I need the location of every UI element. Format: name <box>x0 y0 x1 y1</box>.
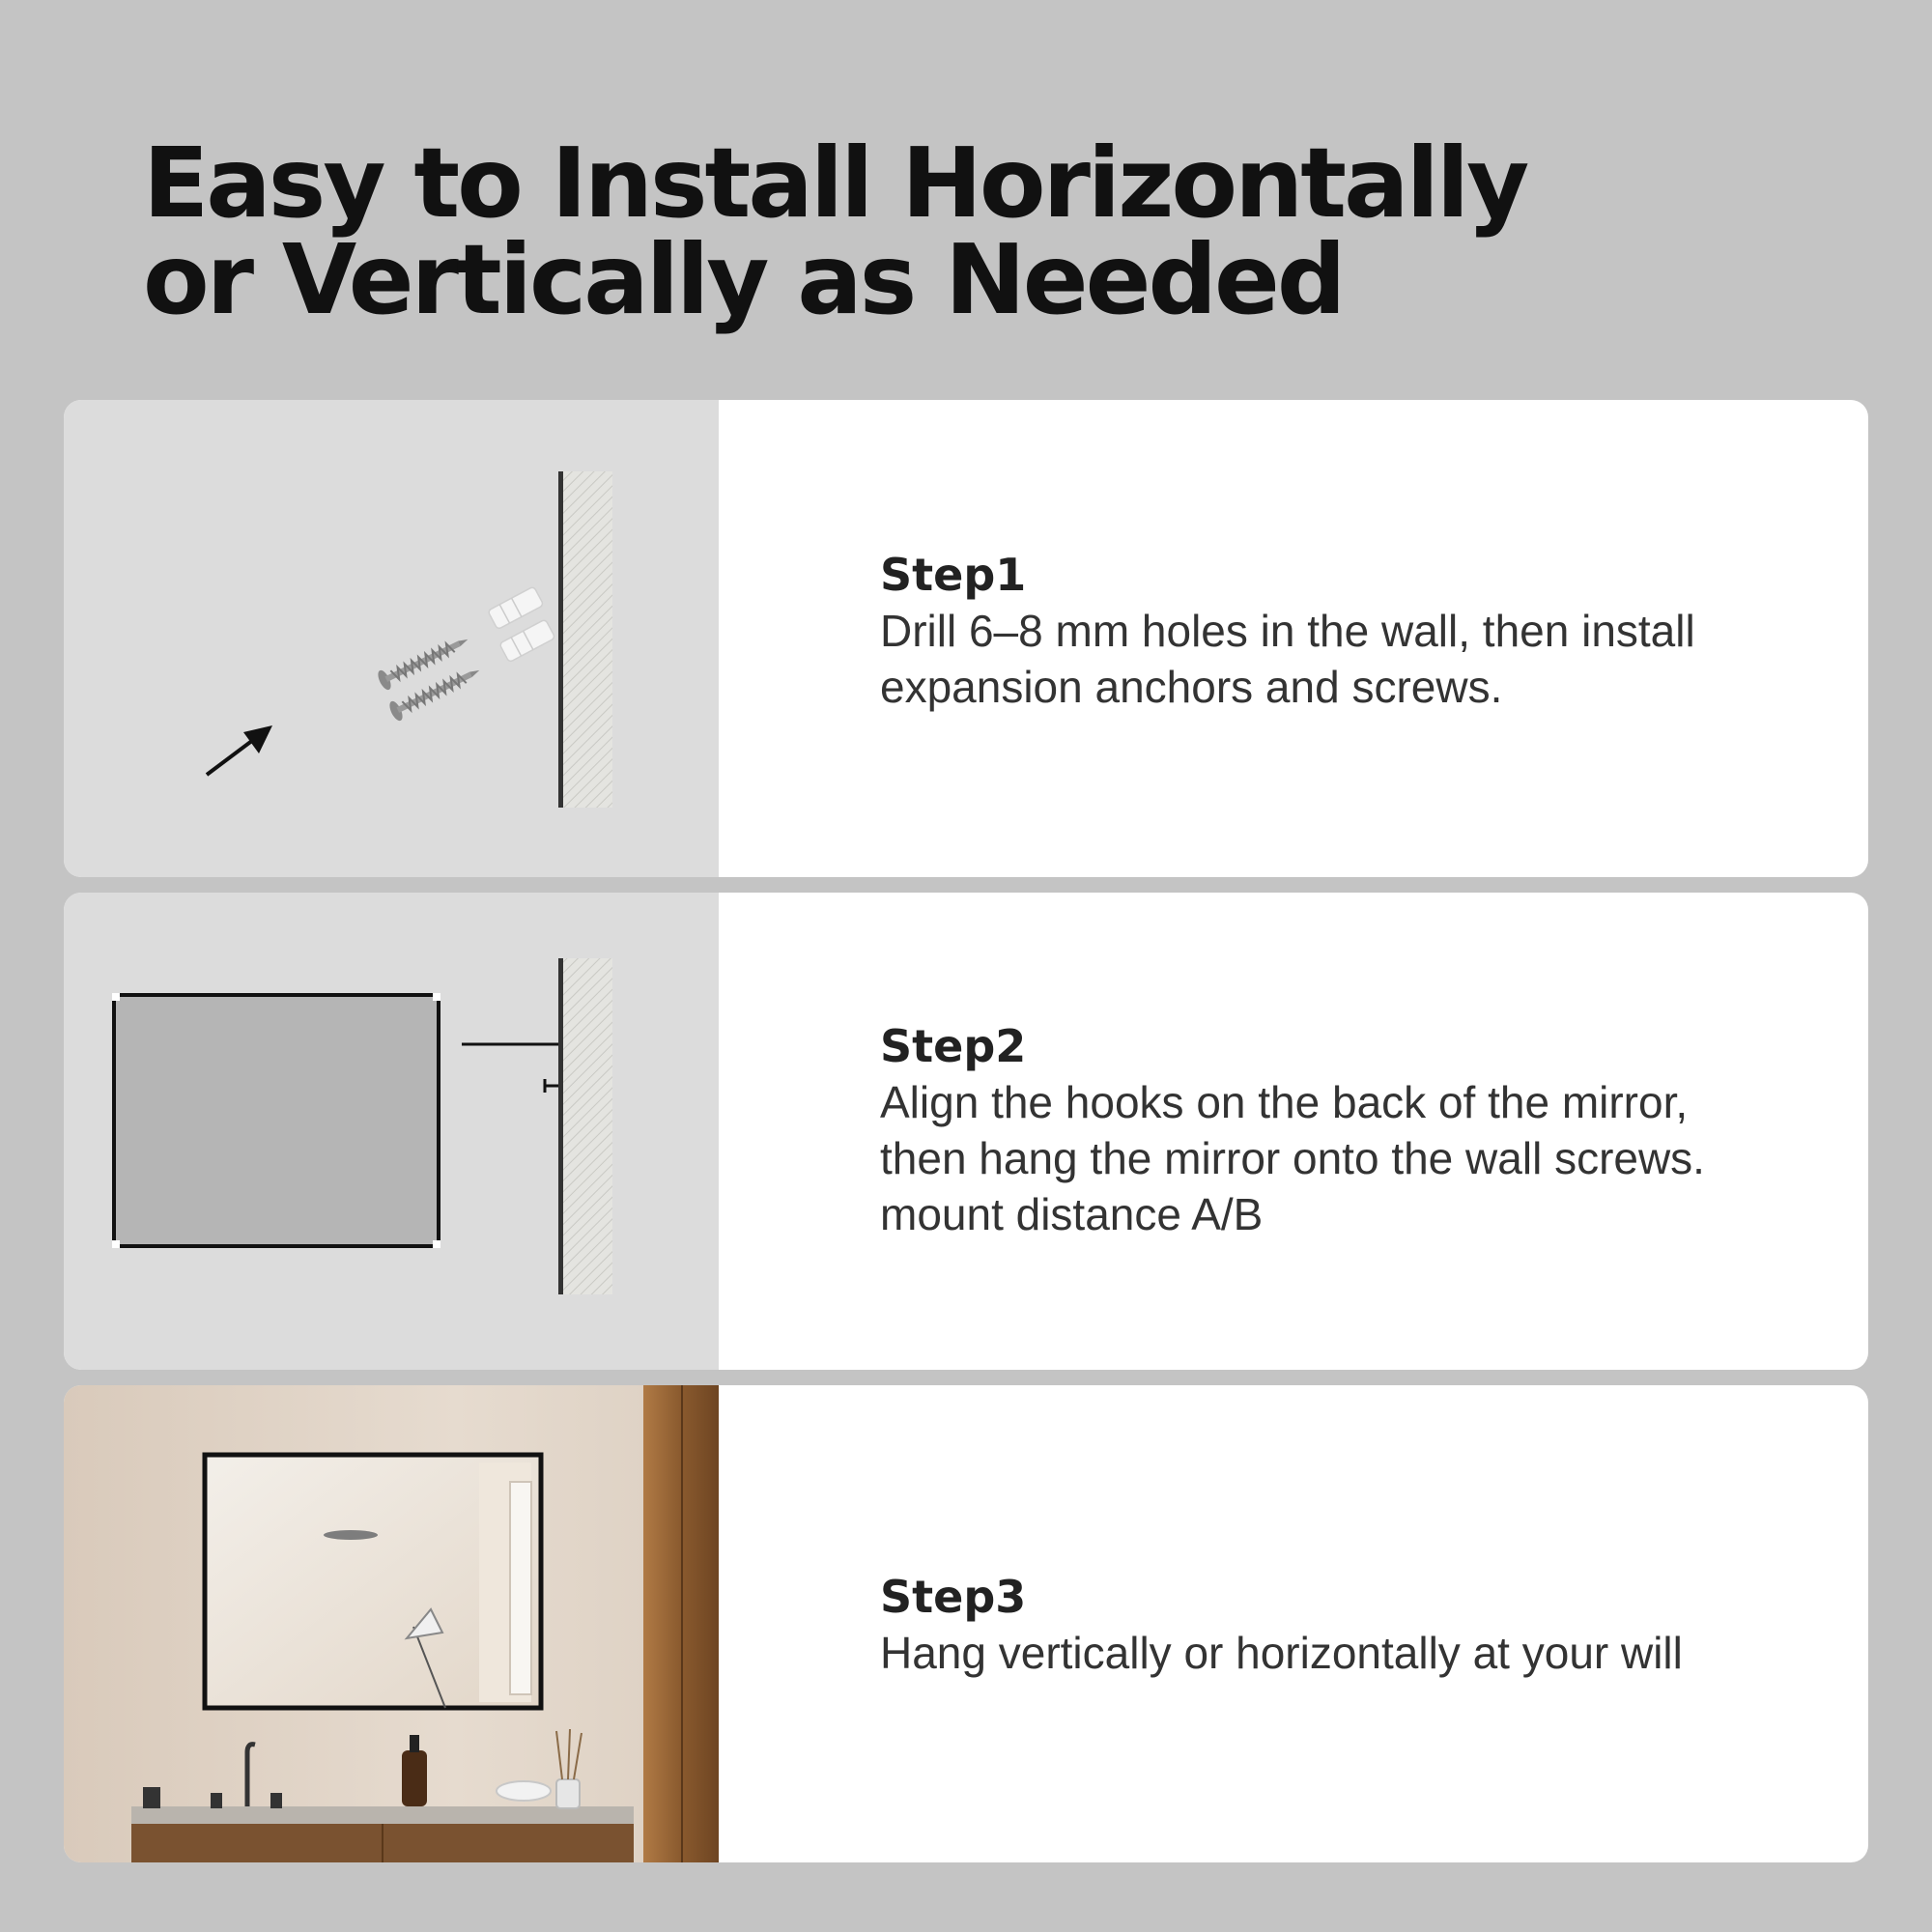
arrow-icon <box>207 725 272 775</box>
step1-title: Step1 <box>880 549 1027 601</box>
wall-section-icon <box>558 471 612 808</box>
screw-icon <box>376 630 484 723</box>
step1-text <box>880 547 1830 715</box>
hook-icon <box>544 1079 558 1093</box>
step2-illustration <box>64 893 719 1370</box>
step3-title: Step3 <box>880 1571 1027 1623</box>
step2-text <box>880 1018 1830 1242</box>
step-card-3 <box>64 1385 1868 1862</box>
mirror-back-icon <box>112 993 440 1248</box>
wall-section-icon <box>558 958 612 1294</box>
page-title <box>143 127 1527 336</box>
anchor-icon <box>488 586 555 663</box>
bathroom-scene-photo <box>64 1385 719 1862</box>
step2-title: Step2 <box>880 1020 1027 1072</box>
step1-description: Drill 6–8 mm holes in the wall, then install expansion anchors and screws. <box>880 606 1695 712</box>
step-card-1 <box>64 400 1868 877</box>
page-title-line-1: Easy to Install Horizontally <box>143 127 1527 240</box>
step3-text <box>880 1569 1830 1681</box>
page-title-line-2: or Vertically as Needed <box>143 223 1344 336</box>
step3-description: Hang vertically or horizontally at your will <box>880 1628 1683 1678</box>
step-card-2 <box>64 893 1868 1370</box>
step1-illustration <box>64 400 719 877</box>
step2-description: Align the hooks on the back of the mirror, then hang the mirror onto the wall screws. mount distance A/B <box>880 1077 1705 1239</box>
